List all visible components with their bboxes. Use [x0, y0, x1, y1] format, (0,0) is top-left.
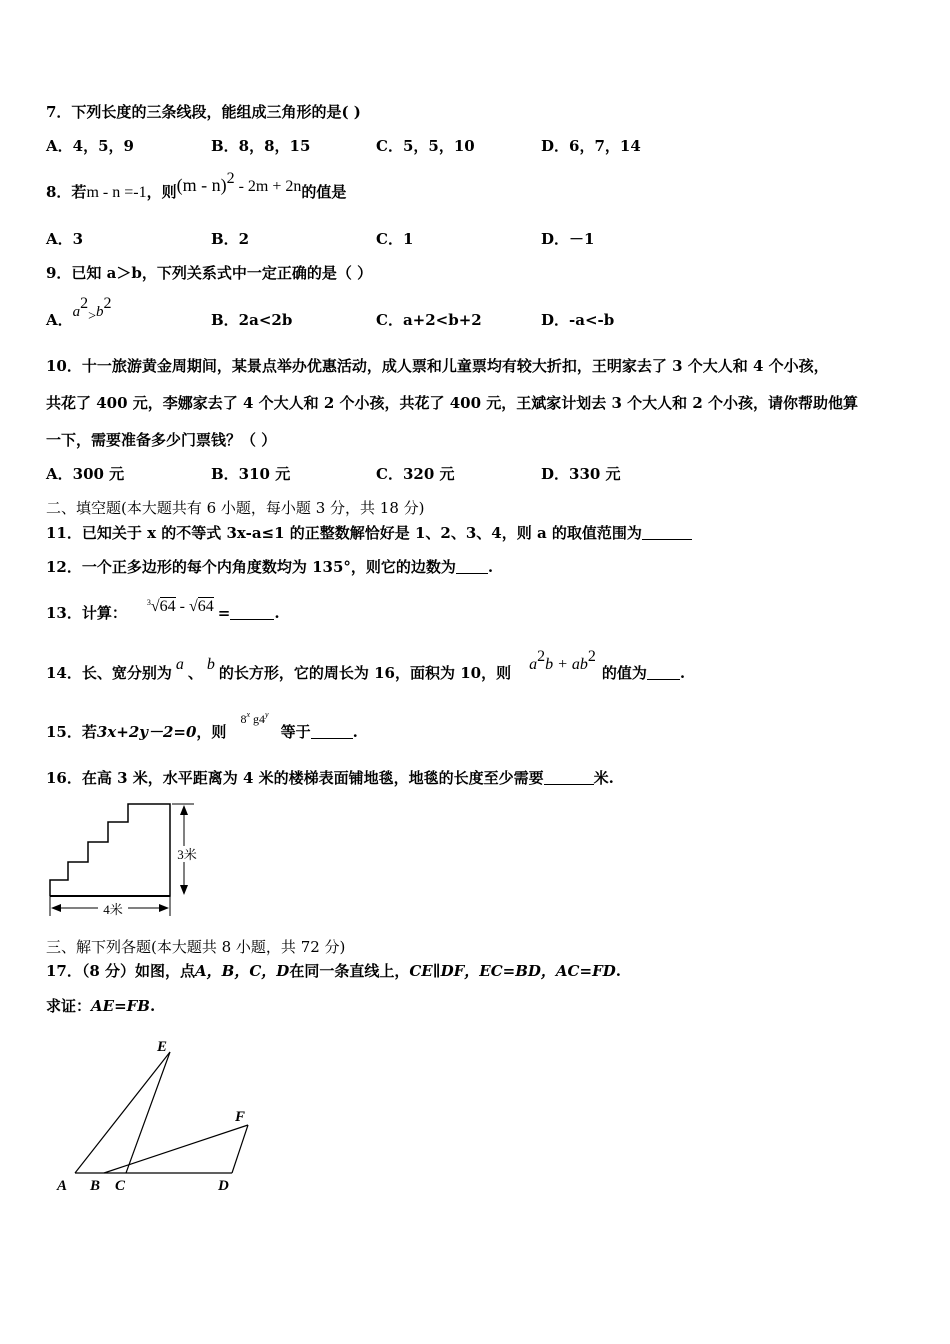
point-label-f: F: [235, 1109, 246, 1125]
q16-text: 16．在高 3 米，水平距离为 4 米的楼梯表面铺地毯，地毯的长度至少需要: [46, 769, 544, 787]
q14-expr-rest: b + ab: [545, 656, 588, 673]
q15-condition: 3x+2y－2=0: [96, 723, 197, 741]
q8-option-a: A．3: [46, 230, 84, 248]
q13-root-index: 3: [146, 598, 151, 607]
height-label: 3米: [177, 847, 197, 862]
q15-answer-blank[interactable]: [311, 724, 353, 739]
q13-equals: =: [217, 604, 231, 622]
q16-stem: [46, 768, 614, 788]
q14-expr-a: a: [529, 656, 538, 673]
point-label-e: E: [157, 1039, 168, 1055]
q14-var-b: b: [206, 656, 215, 673]
q14-sep: 、: [187, 664, 203, 682]
q10-line-1: 10．十一旅游黄金周期间，某景点举办优惠活动，成人票和儿童票均有较大折扣，王明家去了 3 个大人和 4 个小孩，: [46, 357, 829, 375]
q9-option-a-gt: >: [88, 309, 97, 324]
q15-stem: [46, 710, 358, 743]
q16-staircase-figure: [40, 796, 210, 920]
q13-prefix: 13．计算：: [46, 604, 127, 622]
width-arrowhead-right: [159, 904, 169, 912]
q15-base-2: 4: [259, 712, 265, 726]
q15-dot: g: [253, 712, 259, 726]
q17-points: A，B，C，D: [195, 962, 290, 980]
q7-option-c: C．5，5，10: [376, 137, 475, 155]
q10-line-2: 共花了 400 元，李娜家去了 4 个大人和 2 个小孩，共花了 400 元，王斌家计划去 3 个大人和 2 个小孩，请你帮助他算: [46, 394, 859, 412]
q13-radicand-2: 64: [197, 598, 214, 615]
q17-prefix: 17．（8 分）如图，点: [46, 962, 196, 980]
q9-option-a: [46, 295, 112, 332]
q10-option-a: A．300 元: [46, 465, 125, 483]
width-arrowhead-left: [51, 904, 61, 912]
q12-answer-blank[interactable]: [456, 559, 488, 574]
q8-option-d: D．－1: [541, 230, 595, 248]
q14-expr-exp1: 2: [537, 648, 546, 665]
q8-mid: ，则: [146, 183, 177, 201]
q17-prove: [46, 996, 155, 1016]
q15-prefix: 15．若: [46, 723, 97, 741]
q14-suffix: 的值为: [601, 664, 647, 682]
q10-line-3: 一下，需要准备多少门票钱？（ ）: [46, 431, 277, 449]
q9-stem: 9．已知 a＞b，下列关系式中一定正确的是（ ）: [46, 264, 373, 282]
q16-answer-blank[interactable]: [544, 770, 594, 785]
section-3-heading: 三、解下列各题(本大题共 8 小题，共 72 分): [46, 938, 346, 956]
radical-icon: √: [188, 598, 198, 615]
q14-expr-exp2: 2: [587, 648, 596, 665]
q8-condition: m - n =-1: [86, 184, 147, 201]
q8-expr-exp: 2: [226, 170, 235, 187]
q13-answer-blank[interactable]: [230, 605, 274, 620]
segment-ae: [75, 1052, 170, 1173]
q8-stem: [46, 170, 347, 203]
q15-mid: ，则: [196, 723, 227, 741]
q7-option-b: B．8，8，15: [211, 137, 311, 155]
q7-option-a: A．4，5，9: [46, 137, 134, 155]
q17-stem: [46, 961, 621, 981]
q17-goal: AE=FB: [91, 997, 150, 1015]
point-label-c: C: [115, 1178, 126, 1194]
q9-option-a-a: a: [72, 304, 81, 320]
q10-option-b: B．310 元: [211, 465, 291, 483]
q8-expr-rest: - 2m + 2n: [234, 178, 302, 195]
staircase-steps: [50, 804, 170, 896]
q17-mid: 在同一条直线上，: [289, 962, 410, 980]
q14-end: .: [679, 664, 686, 682]
q11-text: 11．已知关于 x 的不等式 3x-a≤1 的正整数解恰好是 1、2、3、4，则 a 的取值范围为: [46, 524, 642, 542]
q9-option-d: D．-a<-b: [541, 311, 615, 329]
q12-stem: [46, 557, 493, 577]
q9-option-a-exp1: 2: [80, 295, 89, 312]
q9-option-c: C．a+2<b+2: [376, 311, 482, 329]
q13-cube-root: [147, 598, 214, 615]
segment-df: [232, 1125, 248, 1173]
q8-suffix: 的值是: [301, 183, 347, 201]
q11-answer-blank[interactable]: [642, 525, 692, 540]
q8-option-b: B．2: [211, 230, 250, 248]
q14-prefix: 14．长、宽分别为: [46, 664, 172, 682]
q12-end: .: [487, 558, 494, 576]
q15-exp-2: y: [265, 710, 269, 719]
q14-answer-blank[interactable]: [647, 665, 680, 680]
q10-option-d: D．330 元: [541, 465, 621, 483]
q15-base-1: 8: [240, 712, 247, 726]
q13-radicand-1: 64: [159, 598, 176, 615]
segment-bf: [104, 1125, 248, 1173]
q12-text: 12．一个正多边形的每个内角度数均为 135°，则它的边数为: [46, 558, 456, 576]
q14-stem: [46, 648, 686, 684]
q15-end: .: [352, 723, 358, 741]
q15-exp-1: x: [246, 710, 250, 719]
q8-expr-base: (m - n): [176, 175, 227, 195]
q7-option-d: D．6，7，14: [541, 137, 641, 155]
q15-suffix: 等于: [280, 723, 311, 741]
q8-prefix: 8．若: [46, 183, 87, 201]
height-arrowhead-bottom: [180, 885, 188, 895]
q9-option-b: B．2a<2b: [211, 311, 293, 329]
width-label: 4米: [103, 902, 123, 917]
q14-var-a: a: [175, 656, 184, 673]
q9-option-a-label: A．: [46, 311, 73, 329]
q17-geometry-figure: [40, 1030, 270, 1200]
q13-stem: [46, 598, 280, 624]
q17-conditions: CE∥DF，EC=BD，AC=FD: [409, 962, 616, 980]
q9-option-a-b: b: [96, 304, 104, 320]
point-label-d: D: [218, 1178, 229, 1194]
radical-icon: √: [150, 598, 160, 615]
q14-mid: 的长方形，它的周长为 16，面积为 10，则: [218, 664, 512, 682]
point-label-a: A: [57, 1178, 68, 1194]
q17-end: .: [615, 962, 621, 980]
segment-ce: [126, 1052, 170, 1173]
q13-end: .: [274, 604, 280, 622]
q17-prove-prefix: 求证：: [46, 997, 92, 1015]
q16-end: 米.: [593, 769, 614, 787]
q10-option-c: C．320 元: [376, 465, 455, 483]
q17-prove-end: .: [149, 997, 156, 1015]
point-label-b: B: [90, 1178, 101, 1194]
q9-option-a-exp2: 2: [103, 295, 112, 312]
q7-stem: 7．下列长度的三条线段，能组成三角形的是( ): [46, 103, 361, 121]
q8-option-c: C．1: [376, 230, 414, 248]
height-arrowhead-top: [180, 805, 188, 815]
q13-minus: -: [175, 598, 189, 615]
section-2-heading: 二、填空题(本大题共有 6 小题，每小题 3 分，共 18 分): [46, 499, 425, 517]
q11-stem: [46, 523, 692, 543]
